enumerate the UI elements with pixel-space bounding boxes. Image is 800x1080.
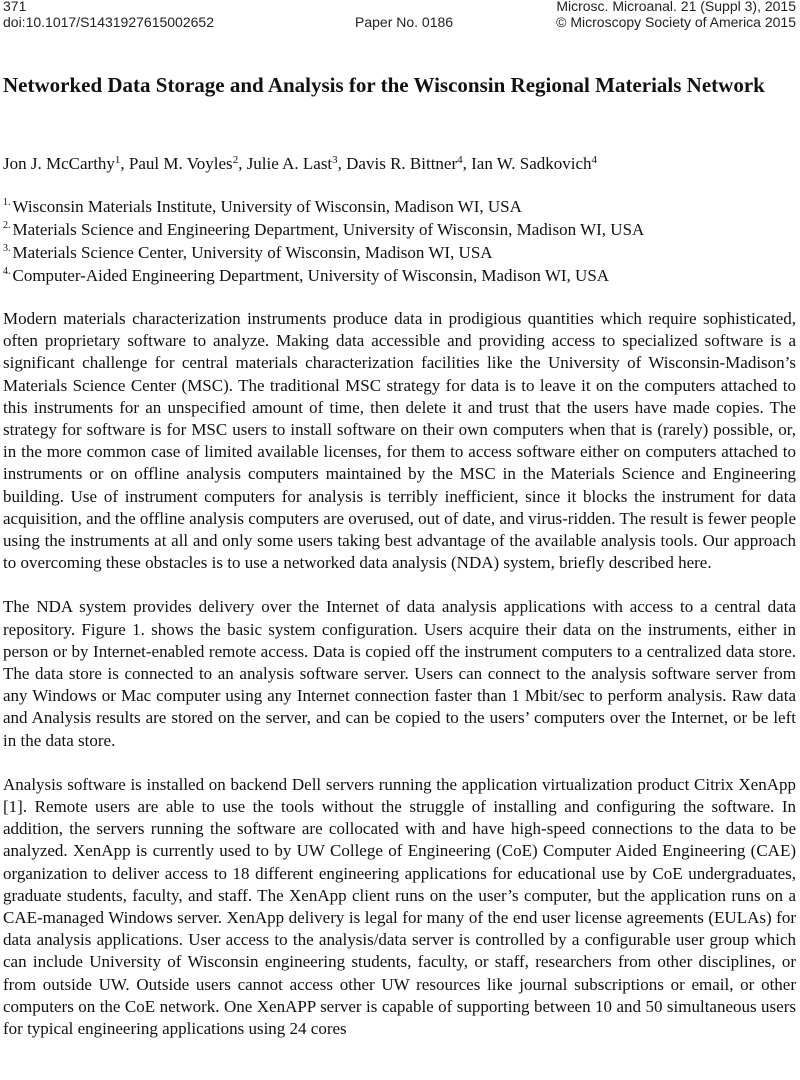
- author-affiliation-mark: 1: [114, 154, 121, 166]
- author-affiliation-mark: 4: [591, 154, 598, 166]
- paper-title: Networked Data Storage and Analysis for the Wisconsin Regional Materials Network: [3, 73, 765, 97]
- journal-citation: Microsc. Microanal. 21 (Suppl 3), 2015: [556, 0, 796, 14]
- author-name: Paul M. Voyles: [128, 154, 233, 173]
- paragraph: Modern materials characterization instruments produce data in prodigious quantities which require sophisticated, often proprietary software to analyze. Making data accessible and providing access to specialized software is a significant challenge for central materials characterization facilities like the University of Wisconsin-Madison’s Materials Science Center (MSC). The traditional MSC strategy for data is to leave it on the computers attached to this instruments for an unspecified amount of time, then delete it and trust that the users have made copies. The strategy for software is for MSC users to install software on their own computers when that is (rarely) possible, or, in the more common case of limited available licenses, for them to access software either on computers attached to instruments or on offline analysis computers maintained by the MSC in the Materials Science and Engineering building. Use of instrument computers for analysis is terribly inefficient, since it blocks the instrument for data acquisition, and the offline analysis computers are overused, out of date, and virus-ridden. The result is fewer people using the instruments at all and only some users taking best advantage of the available analysis tools. Our approach to overcoming these obstacles is to use a networked data analysis (NDA) system, briefly described here.: [3, 309, 796, 573]
- affiliation-list: [3, 195, 796, 287]
- affiliation: [3, 241, 796, 264]
- author: Paul M. Voyles$^2$,: [128, 154, 247, 173]
- paragraph: The NDA system provides delivery over the Internet of data analysis applications with access to a central data repository. Figure 1. shows the basic system configuration. Users acquire their data on the instruments, either in person or by Internet-enabled remote access. Data is copied off the instrument computers to a centralized data store. The data store is connected to an analysis software server. Users can connect to the analysis software server from any Windows or Mac computer using any Internet connection faster than 1 Mbit/sec to perform analysis. Raw data and Analysis results are stored on the server, and can be copied to the users’ computers over the Internet, or be left in the data store.: [3, 597, 796, 750]
- affiliation-number: 2.: [3, 220, 11, 231]
- author-name: Julie A. Last: [246, 154, 333, 173]
- author-name: Jon J. McCarthy: [3, 154, 115, 173]
- author-affiliation-mark: 4: [457, 154, 463, 166]
- page-number: 371: [3, 0, 27, 14]
- author: Jon J. McCarthy$^1$,: [3, 154, 129, 173]
- affiliation-text: Computer-Aided Engineering Department, University of Wisconsin, Madison WI, USA: [12, 266, 610, 285]
- author: Davis R. Bittner$^4$,: [346, 154, 472, 173]
- affiliation-text: Materials Science and Engineering Department, University of Wisconsin, Madison WI, USA: [12, 220, 645, 239]
- affiliation: [3, 218, 796, 241]
- author-name: Ian W. Sadkovich: [471, 154, 592, 173]
- author-list: [3, 153, 796, 175]
- affiliation-number: 1.: [3, 197, 11, 208]
- doi[interactable]: doi:10.1017/S1431927615002652: [3, 14, 214, 30]
- affiliation-number: 4.: [3, 266, 11, 277]
- body-text: [3, 308, 796, 1062]
- author-affiliation-mark: 2: [232, 154, 239, 166]
- affiliation-number: 3.: [3, 243, 11, 254]
- affiliation: [3, 264, 796, 287]
- author-name: Davis R. Bittner: [346, 154, 458, 173]
- paper-number: Paper No. 0186: [355, 14, 454, 30]
- affiliation: [3, 195, 796, 218]
- author: [471, 154, 597, 173]
- paragraph: Analysis software is installed on backend Dell servers running the application virtualization product Citrix XenApp [1]. Remote users are able to use the tools without the struggle of installing and configuring the software. In addition, the servers running the software are collocated with and have high-speed connections to the data to be analyzed. XenApp is currently used to by UW College of Engineering (CoE) Computer Aided Engineering (CAE) organization to deliver access to 18 different engineering applications for educational use by CoE undergraduates, graduate students, faculty, and staff. The XenApp client runs on the user’s computer, but the application runs on a CAE-managed Windows server. XenApp delivery is legal for many of the end user license agreements (EULAs) for data analysis applications. User access to the analysis/data server is controlled by a configurable user group which can include University of Wisconsin engineering students, faculty, or staff, researchers from other disciplines, or from outside UW. Outside users cannot access other UW resources like journal subscriptions or email, or other computers on the CoE network. One XenAPP server is capable of supporting between 10 and 50 simultaneous users for typical engineering applications using 24 cores: [3, 774, 796, 1039]
- copyright: © Microscopy Society of America 2015: [556, 14, 796, 30]
- author-affiliation-mark: 3: [332, 154, 338, 166]
- affiliation-text: Wisconsin Materials Institute, University of Wisconsin, Madison WI, USA: [12, 197, 522, 216]
- affiliation-text: Materials Science Center, University of Wisconsin, Madison WI, USA: [12, 243, 493, 262]
- author: Julie A. Last$^3$,: [246, 154, 347, 173]
